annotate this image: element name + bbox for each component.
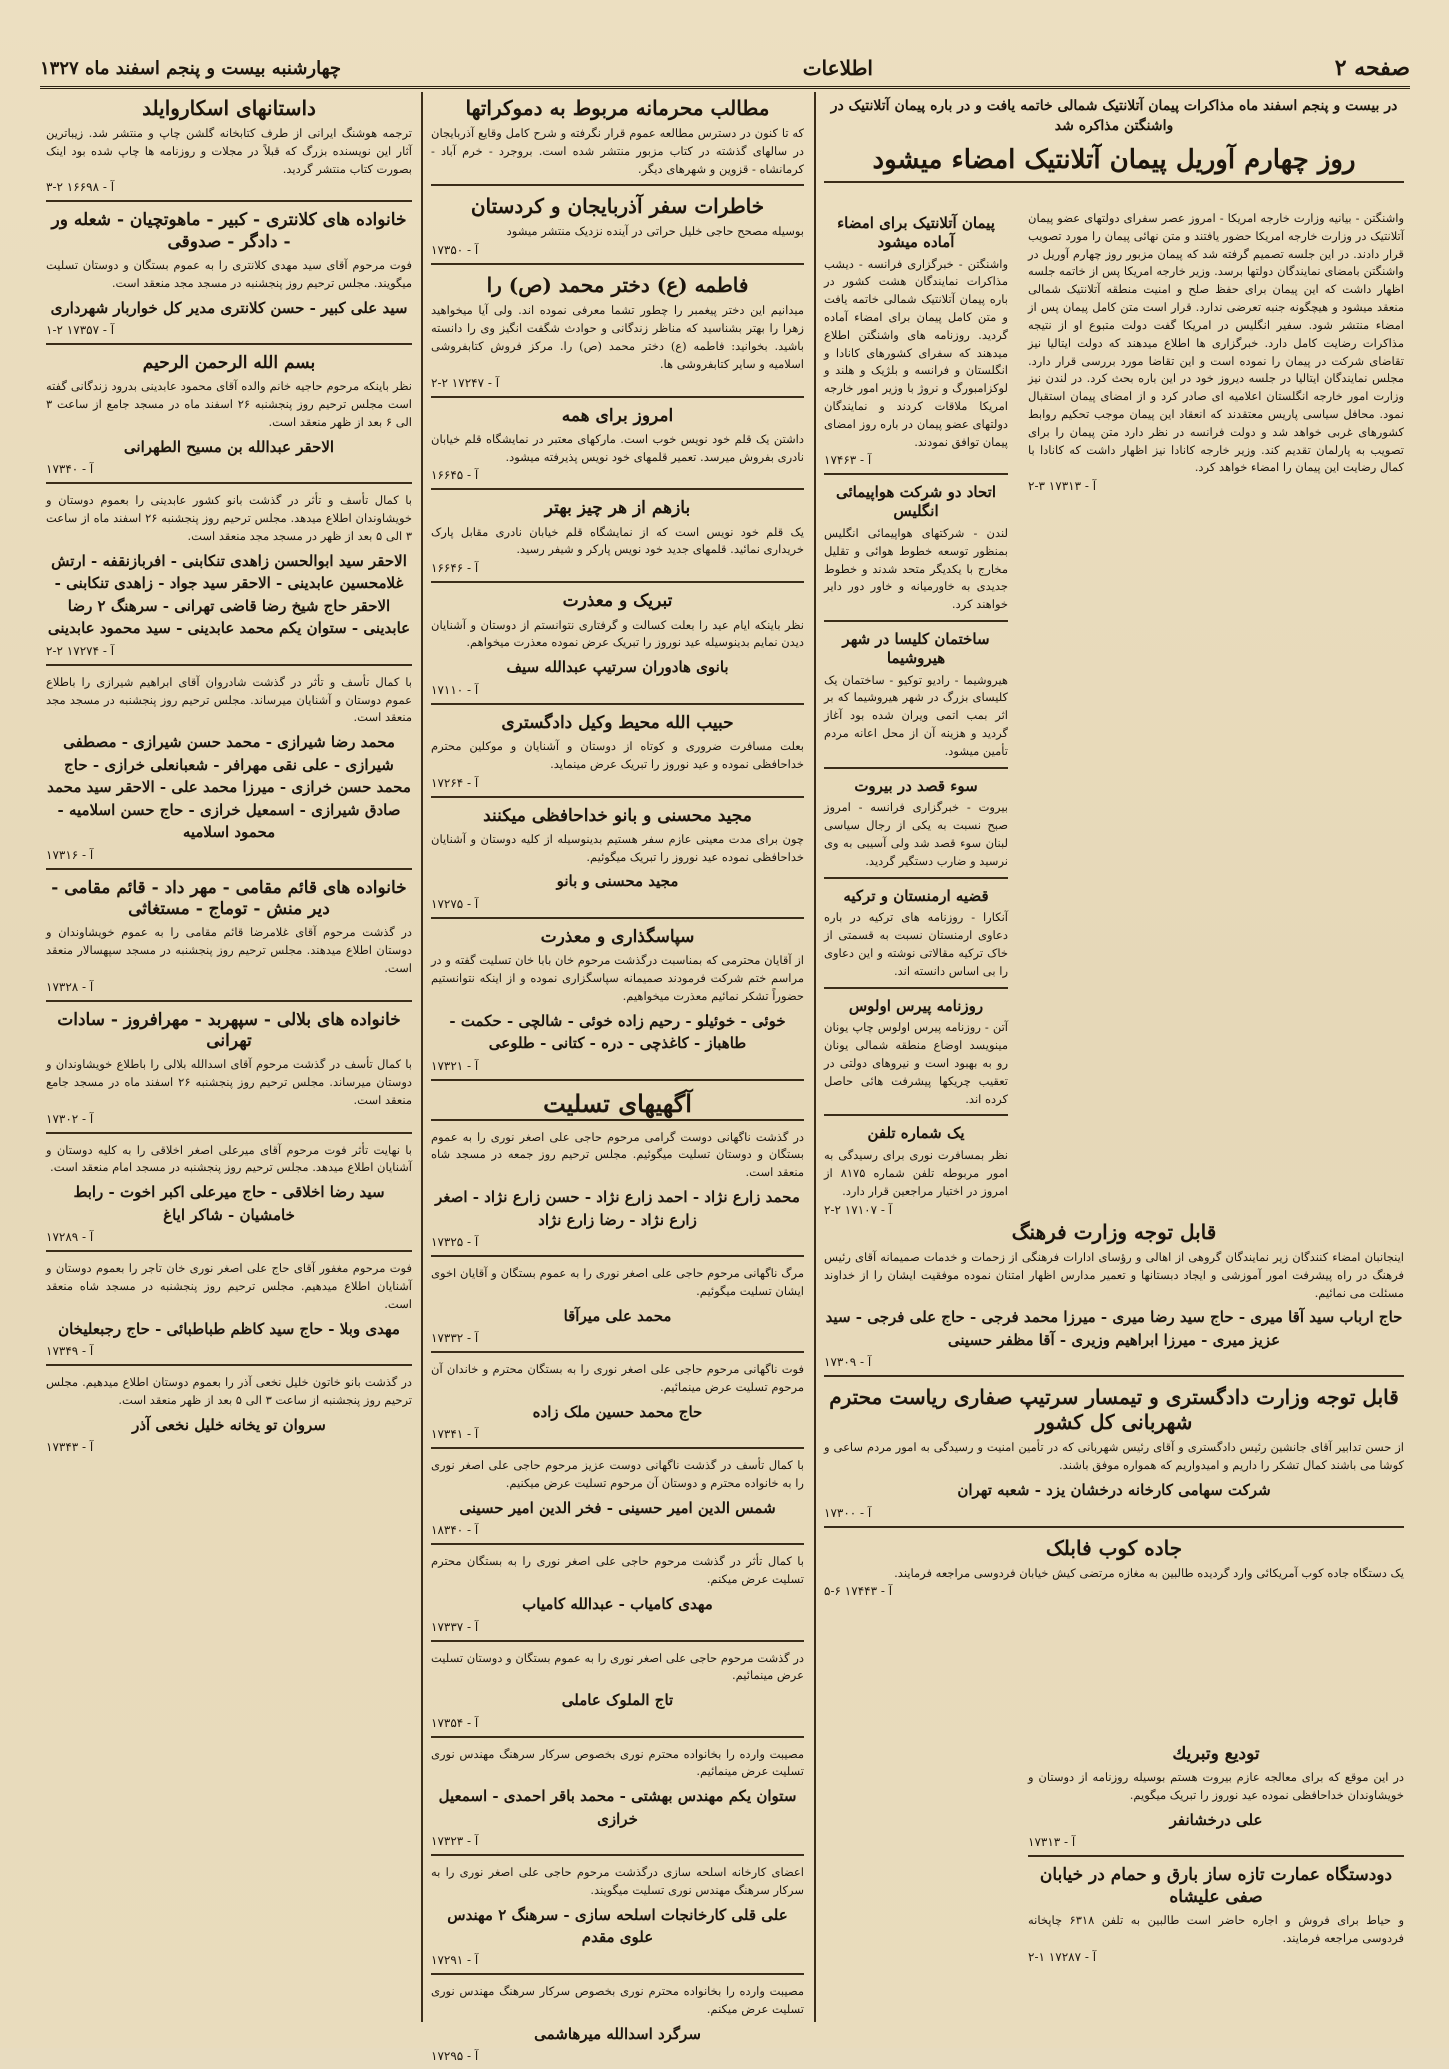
article-headline: مجید محسنی و بانو خداحافظی میکنند [483,805,752,826]
ad-code: آ - ۱۷۱۱۰ [431,682,479,697]
article-headline: بسم الله الرحمن الرحیم [142,353,316,374]
ad-code: آ - ۱۷۳۴۱ [431,1427,479,1442]
signatories: مهدی کامیاب - عبدالله کامیاب [522,1595,713,1613]
obituary-notice [46,353,412,484]
news-brief [824,214,1008,475]
condolence-notice [431,1129,804,1257]
ad-code: آ - ۱۷۳۲۵ [431,1235,479,1249]
lead-banner: در بیست و پنجم اسفند ماه مذاکرات پیمان آتلانتیک شمالی خاتمه یافت و در باره پیمان آتلانتیک در واشنگتن مذاکره شد [830,98,1398,135]
article-body: آنکارا - روزنامه های ترکیه در باره دعاوی ارمنستان نسبت به قسمتی از خاک ترکیه مقالاتی نوشته و این دعاوی را بی اساس دانسته اند. [824,910,1008,978]
signatories: الاحقر سید ابوالحسن زاهدی تنکابنی - افربازنقفه - ارتش غلامحسین عابدینی - الاحقر سید جواد - زاهدی تنکابنی - الاحقر حاج شیخ رضا قاضی تهرانی - سرهنگ ۲ رضا عابدینی - ستوان یکم محمد عابدینی - سید محمود عابدینی [47,551,411,638]
advertisement [431,713,804,798]
main-headline: روز چهارم آوریل پیمان آتلانتیک امضاء میشود [824,141,1404,183]
article-body: مصیبت وارده را بخانواده محترم نوری بخصوص سرکار سرهنگ مهندس نوری تسلیت عرض میکنم. [431,1983,804,2016]
article-body: ترجمه هوشنگ ایرانی از طرف کتابخانه گلشن چاپ و منتشر شد. زیباترین آثار این نویسنده بزرگ که قبلاً در مجلات و روزنامه ها چاپ شده بود اینک بصورت کتاب منتشر گردید. [46,126,412,176]
ad-code: آ - ۱۷۲۸۹ [46,1230,94,1245]
advertisement [431,927,804,1081]
signatories: تاج الملوک عاملی [561,1691,674,1710]
article-body: آتن - روزنامه پیرس اولوس چاپ یونان مینویسد اوضاع منطقه شمالی یونان رو به بهبود است و نیروهای دولتی در تعقیب چریکها پیشرفت هائی حاصل کرده اند. [824,1020,1008,1106]
obituary-notice [46,878,412,1002]
obituary-notice [46,674,412,870]
article-headline: فاطمه (ع) دختر محمد (ص) را [486,273,749,298]
newspaper-name: اطلاعات [802,56,873,80]
signatories: بانوی هادوران سرتیپ عبدالله سیف [506,658,729,677]
column-divider [421,92,423,2022]
article-headline: سوء قصد در بیروت [854,776,978,795]
ad-code: آ - ۱۷۳۴۳ [46,1440,94,1455]
article-headline: اتحاد دو شرکت هواپیمائی انگلیس [835,483,997,521]
article-body: بیروت - خبرگزاری فرانسه - امروز صبح نسبت به یکی از رجال سیاسی لبنان سوء قصد شد ولی آسیبی به وی نرسید و ضارب دستگیر گردید. [824,800,1008,868]
article-headline: امروز برای همه [561,405,674,426]
article-headline: تبریک و معذرت [562,591,673,612]
article-headline: حبیب الله محیط وکیل دادگستری [501,712,734,733]
left-column [40,92,418,2022]
ad-code: آ - ۱۷۳۴۰ [46,462,94,477]
article-body: که تا کنون در دسترس مطالعه عموم قرار نگرفته و شرح کامل وقایع آذربایجان در سالهای گذشته در کتاب مزبور منتشر شده است. بروجرد - خرم آباد - کرمانشاه - قزوین و شهرهای دیگر. [431,126,804,176]
news-brief [824,887,1008,989]
signatories: علی قلی کارخانجات اسلحه سازی - سرهنگ ۲ مهندس علوی مقدم [447,1905,788,1947]
issue-date: چهارشنبه بیست و پنجم اسفند ماه ۱۳۲۷ [40,57,341,79]
ad-code: آ - ۱۷۲۸۷ ۱-۲ [1028,1949,1097,1964]
ad-code: آ - ۱۷۳۵۷ ۲-۱ [46,323,115,338]
page-number: صفحه ۲ [1334,55,1410,81]
article-body: مرگ ناگهانی مرحوم حاجی علی اصغر نوری را به عموم بستگان و آقایان اخوی ایشان تسلیت میگوئیم. [431,1266,804,1298]
obituary-notice [46,1374,412,1460]
article-body: یک قلم خود نویس است که از نمایشگاه قلم خیابان نادری مقابل پارک خریداری نمائید. قلمهای جدید خود نویس پارکر و شیفر رسید. [431,524,804,557]
ad-code: آ - ۱۶۶۴۶ [431,561,479,576]
article-body: در گذشت مرحوم آقای غلامرضا قائم مقامی را به عموم خویشاوندان و دوستان اطلاع میدهند. مجلس ترحیم روز پنجشنبه در مسجد سپهسالار منعقد است. [46,925,412,975]
news-brief [824,1124,1008,1222]
signatories: محمد علی میرآقا [563,1306,672,1325]
small-ads-column [818,1740,1014,2022]
condolence-notice [431,1553,804,1641]
middle-column [425,92,810,2063]
ad-code: آ - ۱۶۶۹۸ ۲-۳ [46,180,115,195]
ad-code: آ - ۱۷۳۳۷ [431,1619,479,1634]
article-body: و حیاط برای فروش و اجاره حاضر است طالبین به تلفن ۶۳۱۸ چاپخانه فردوسی مراجعه فرمایند. [1028,1912,1405,1945]
advertisement [431,806,804,919]
signatories: ستوان یکم مهندس بهشتی - محمد باقر احمدی - اسمعیل خرازی [438,1787,797,1828]
article-body: چون برای مدت معینی عازم سفر هستیم بدینوسیله از کلیه دوستان و آشنایان خداحافظی نموده عید نوروز را تبریک میگوئیم. [431,831,804,864]
article-body: با نهایت تأثر فوت مرحوم آقای میرعلی اصغر اخلاقی را به کلیه دوستان و آشنایان اطلاع میدهد. مجلس ترحیم روز پنجشنبه در مسجد امام منعقد است. [46,1142,412,1175]
article-body: در گذشت ناگهانی دوست گرامی مرحوم حاجی علی اصغر نوری را به عموم بستگان و دوستان تسلیت میگوئیم. مجلس ترحیم روز جمعه در مسجد شاه منعقد است. [431,1129,804,1180]
ad-code: آ - ۱۷۳۲۳ [431,1834,479,1849]
lead-news-header [818,92,1410,210]
article-body: واشنگتن - بیانیه وزارت خارجه امریکا - امروز عصر سفرای دولتهای عضو پیمان آتلانتیک در وزارت خارجه امریکا حضور یافتند و متن نهائی پیمان را مورد تصویب قرار دادند. در این جلسه تصمیم گرفته شد که پیمان مزبور روز چهارم آوریل در واشنگتن بامضای نمایندگان دولتها برسد. وزیر خارجه امریکا پس از خاتمه جلسه اظهار داشت که این پیمان برای حفظ صلح و امنیت منطقه آتلانتیک شمالی منعقد میشود و هیچگونه جنبه تعرضی ندارد. قرار است متن کامل پیمان پس از امضاء منتشر شود. سفیر انگلیس در امریکا گفت دولت متبوع او از نتیجه مذاکرات رضایت کامل دارد. خبرگزاری ها اطلاع میدهند که دولت ایتالیا نیز تقاضای شرکت در پیمان را نموده است و این تقاضا مورد بررسی قرار دارد. مجلس نمایندگان ایتالیا در جلسه دیروز خود در این باره بحث کرد. در لندن نیز وزارت امور خارجه انگلستان اعلامیه ای صادر کرد و از امضای پیمان استقبال نمود. محافل سیاسی پاریس معتقدند که انعقاد این پیمان موجب تحکیم روابط کشورهای غربی خواهد شد و دولت فرانسه در نظر دارد متن پیمان را برای تصویب به پارلمان تقدیم کند. وزیر خارجه کانادا نیز اظهار داشت که کانادا با کمال رضایت این پیمان را امضاء خواهد کرد. [1028,211,1404,475]
condolence-notice [431,1361,804,1449]
signatories: محمد رضا شیرازی - محمد حسن شیرازی - مصطفی شیرازی - علی نقی مهرافر - شعبانعلی خرازی - حاج محمد حسن خرازی - میرزا محمد علی - الاحقر سید محمد صادق شیرازی - اسمعیل خرازی - حاج حسن اسلامیه - محمود اسلامیه [47,733,411,842]
article-body: میدانیم این دختر پیغمبر را چطور تشما معرفی نموده اند. ولی آیا میخواهید زهرا را بهتر بشناسید که مناظر زندگانی و حوادث شگفت انگیز وی را دانسته باشید. بخوانید: فاطمه (ع) دختر محمد (ص) را. مرکز فروش کتابفروشی اسلامیه و سایر کتابفروشی ها. [431,303,804,371]
ad-code: آ - ۱۷۲۴۷ ۲-۲ [431,375,500,390]
ad-code: آ - ۱۷۳۱۳ [1028,1835,1076,1850]
article-headline: خانواده های قائم مقامی - مهر داد - قائم مقامی - دیر منش - توماج - مستغاثی [51,877,407,919]
article-body: با کمال تأسف در گذشت ناگهانی دوست عزیز مرحوم حاجی علی اصغر نوری را به خانواده محترم و دوستان آن مرحوم تسلیت عرض میکنیم. [431,1458,804,1491]
small-ad [1028,1865,1404,1969]
signatories: مجید محسنی و بانو [556,872,679,891]
article-body: داشتن یک قلم خود نویس خوب است. مارکهای معتبر در نمایشگاه قلم خیابان نادری بفروش میرسد. تعمیر قلمهای خود نویس پذیرفته میشود. [431,431,804,464]
obituary-notice [46,96,412,202]
news-brief [824,630,1008,769]
article-headline: مطالب محرمانه مربوط به دموکراتها [465,96,770,120]
ad-code: آ - ۱۶۶۴۵ [431,468,479,483]
signatories: سید علی کبیر - حسن کلانتری مدیر کل خواربار شهرداری [50,298,408,317]
article-body: فوت ناگهانی مرحوم حاجی علی اصغر نوری را به بستگان محترم و خاندان آن مرحوم تسلیت عرض مینمائیم. [431,1362,804,1394]
article-body: واشنگتن - خبرگزاری فرانسه - دیشب مذاکرات نمایندگان هشت کشور در باره پیمان آتلانتیک شمالی خاتمه یافت و متن کامل پیمان برای امضاء آماده گردید. روزنامه های واشنگتن اطلاع میدهند که سفرای کشورهای کانادا و انگلستان و فرانسه و بلژیک و هلند و لوکزامبورگ و نروژ با وزیر امور خارجه امریکا ملاقات کردند و نمایندگان دولتهای عضو پیمان در باره روز امضای پیمان توافق نمودند. [824,256,1008,449]
condolence-notice [431,1746,804,1857]
article-headline: قابل توجه وزارت فرهنگ [1011,1220,1217,1244]
article-body: از حسن تدابیر آقای جانشین رئیس دادگستری و آقای رئیس شهربانی که در تأمین امنیت و رسیدگی به امور مردم ساعی و کوشا می باشند کمال تشکر را داریم و امیدواریم که همواره موفق باشند. [824,1440,1404,1473]
article-body: در گذشت مرحوم حاجی علی اصغر نوری را به عموم بستگان و دوستان تسلیت عرض مینمائیم. [431,1650,804,1683]
obituary-notice [46,1260,412,1366]
advertisement [431,591,804,704]
article-headline: یک شماره تلفن [867,1124,965,1143]
signatories: سرگرد اسدالله میرهاشمی [534,2024,701,2043]
signatories: شرکت سهامی کارخانه درخشان یزد - شعبه تهران [957,1481,1271,1500]
article-headline: قضیه ارمنستان و ترکیه [843,886,989,905]
article-body: مصیبت وارده را بخانواده محترم نوری بخصوص سرکار سرهنگ مهندس نوری تسلیت عرض مینمائیم. [431,1746,804,1779]
article-body: اینجانبان امضاء کنندگان زیر نمایندگان گروهی از اهالی و رؤسای ادارات فرهنگی از زحمات و خدمات صمیمانه آقای رئیس فرهنگ در راه پیشرفت امور آموزشی و ایجاد دبستانها و تعمیر مدارس اظهار امتنان نموده موفقیت ایشان را از خداوند مسئلت می نمائیم. [824,1250,1404,1300]
news-brief [824,483,1008,622]
signatories: حاج محمد حسین ملک زاده [532,1402,703,1421]
masthead [40,50,1410,89]
ad-code: آ - ۱۷۳۴۹ [46,1344,94,1359]
ad-code: آ - ۱۷۳۱۶ [46,847,94,862]
article-body: هیروشیما - رادیو توکیو - ساختمان یک کلیسای بزرگ در شهر هیروشیما که بر اثر بمب اتمی ویران شده بود آغاز گردید و هزینه آن از محل اعانه مردم تأمین میشود. [824,672,1008,758]
article-headline: روزنامه پیرس اولوس [848,996,984,1015]
ad-code: آ - ۱۷۳۵۴ [431,1715,479,1730]
ad-code: آ - ۱۷۴۴۳ ۶-۵ [824,1584,893,1599]
signatories: محمد زارع نژاد - احمد زارع نژاد - حسن زارع نژاد - اصغر زارع نژاد - رضا زارع نژاد [435,1188,800,1229]
article-body: اعضای کارخانه اسلحه سازی درگذشت مرحوم حاجی علی اصغر نوری را به سرکار سرهنگ مهندس نوری تسلیت میگویند. [431,1865,804,1898]
small-ads-column-right [1022,1740,1410,2022]
news-brief [824,777,1008,879]
article-body: با کمال تأسف و تأثر در گذشت شادروان آقای ابراهیم شیرازی را باطلاع عموم دوستان و آشنایان میرساند. مجلس ترحیم روز پنجشنبه در مسجد مجد منعقد است. [46,674,412,725]
condolence-notice [431,1650,804,1738]
advertisement [431,273,804,397]
ad-code: آ - ۱۷۳۳۲ [431,1331,479,1346]
ad-code: آ - ۱۷۱۰۷ ۲-۲ [824,1202,893,1217]
signatories: الاحقر عبدالله بن مسیح الطهرانی [123,437,335,456]
obituary-notice [46,492,412,665]
advertisement [431,406,804,491]
public-notice [824,1385,1404,1527]
lead-article [1028,210,1404,499]
ad-code: آ - ۱۷۲۶۴ [431,775,479,790]
signatories: شمس الدین امیر حسینی - فخر الدین امیر حسینی [459,1498,776,1517]
public-notice [824,1536,1404,1605]
article-body: لندن - شرکتهای هواپیمائی انگلیس بمنظور توسعه خطوط هوائی و تقلیل مخارج با یکدیگر متحد شدند و خطوط جدیدی به خاورمیانه و خاور دور دایر خواهند کرد. [824,525,1008,612]
article-body: یک دستگاه جاده کوب آمریکائی وارد گردیده طالبین به مغازه مرتضی کیش خیابان فردوسی مراجعه فرمایند. [894,1565,1404,1580]
advertisement [431,194,804,265]
article-headline: قابل توجه وزارت دادگستری و تیمسار سرتیپ صفاری ریاست محترم شهربانی کل کشور [829,1385,1399,1435]
article-body: بعلت مسافرت ضروری و کوتاه از دوستان و آشنایان و موکلین محترم خداحافظی نموده و عید نوروز را تبریک عرض مینماید. [431,738,804,771]
article-body: با کمال تأسف در گذشت مرحوم آقای اسدالله بلالی را باطلاع خویشاوندان و دوستان میرساند. مجلس ترحیم روز پنجشنبه ۲۶ اسفند ماه در مسجد جامع منعقد است. [46,1057,412,1107]
notices-column [818,1216,1410,1736]
article-body: نظر باینکه مرحوم حاجیه خانم والده آقای محمود عابدینی بدرود زندگانی گفته است مجلس ترحیم روز پنجشنبه ۲۶ اسفند ماه در مسجد جامع از ساعت ۳ الی ۶ بعد از ظهر منعقد است. [46,379,412,429]
article-body: نظر بمسافرت نوری برای رسیدگی به امور مربوطه تلفن شماره ۸۱۷۵ از امروز در اختیار مراجعین قرار دارد. [824,1148,1008,1198]
condolence-section-header: آگهیهای تسلیت [431,1089,804,1121]
article-headline: سپاسگذاری و معذرت [540,926,695,947]
signatories: حاج ارباب سید آقا میری - حاج سید رضا میری - میرزا محمد فرجی - حاج علی فرجی - سید عزیز میری - میرزا ابراهیم وزیری - آقا مظفر حسینی [825,1308,1403,1349]
ad-code: آ - ۱۷۳۵۰ [431,243,479,258]
obituary-notice [46,1010,412,1134]
ad-code: آ - ۱۷۳۰۲ [46,1111,94,1126]
public-notice [824,1220,1404,1377]
article-headline: خانواده های بلالی - سپهربد - مهرافروز - سادات تهرانی [57,1009,401,1051]
ad-code: آ - ۱۷۲۹۱ [431,1952,479,1967]
condolence-notice [431,1457,804,1545]
news-brief [824,997,1008,1117]
condolence-notice [431,1983,804,2069]
article-headline: دودستگاه عمارت تازه ساز بارق و حمام در خیابان صفی علیشاه [1039,1865,1393,1907]
signatories: علی درخشانفر [1169,1810,1263,1829]
article-body: از آقایان محترمی که بمناسبت درگذشت مرحوم خان بابا خان تسلیت گفته و در مراسم ختم شرکت فرمودند صمیمانه سپاسگزاری نموده و از اینکه نتوانستیم حضوراً تشکر نمائیم معذرت میخواهیم. [431,953,804,1003]
article-headline: ساختمان کلیسا در شهر هیروشیما [842,630,990,667]
condolence-notice [431,1265,804,1353]
article-headline: جاده کوب فابلک [1045,1535,1183,1560]
article-body: در گذشت بانو خاتون خلیل نخعی آذر را بعموم دوستان اطلاع میدهیم. مجلس ترحیم روز پنجشنبه از ساعت ۳ الی ۵ بعد از ظهر منعقد است. [46,1375,412,1407]
ad-code: آ - ۱۷۲۹۵ [431,2049,479,2063]
condolence-notice [431,1864,804,1975]
ad-code: آ - ۱۷۳۰۹ [824,1355,872,1370]
article-body: در این موقع که برای معالجه عازم بیروت هستم بوسیله روزنامه از دوستان و خویشاوندان خداحافظی نموده عید نوروز را تبریک میگویم. [1028,1770,1404,1803]
article-body: فوت مرحوم آقای سید مهدی کلانتری را به عموم بستگان و دوستان تسلیت میگویند. مجلس ترحیم روز پنجشنبه در مسجد مجد منعقد است. [46,257,412,290]
news-briefs-column [818,210,1014,1217]
ad-code: آ - ۱۷۳۰۰ [824,1505,872,1520]
obituary-notice [46,1142,412,1253]
article-headline: خاطرات سفر آذربایجان و کردستان [470,194,765,219]
signatories: مهدی وبلا - حاج سید کاظم طباطبائی - حاج رجبعلیخان [58,1319,400,1338]
article-body: بوسیله مصحح حاجی خلیل حراتی در آینده نزدیک منتشر میشود [506,224,804,239]
article-body: با کمال تأسف و تأثر در گذشت بانو کشور عابدینی را بعموم دوستان و خویشاوندان اطلاع میدهد. مجلس ترحیم روز پنجشنبه ۲۶ اسفند ماه از ساعت ۳ الی ۵ بعد از ظهر در مسجد مجد منعقد است. [46,493,412,543]
article-body: نظر باینکه ایام عید را بعلت کسالت و گرفتاری نتوانستم از دوستان و آشنایان دیدن نمایم بدینوسیله عید نوروز را تبریک عرض نموده معذرت میخواهم. [431,617,804,650]
article-headline: داستانهای اسکاروایلد [142,96,316,120]
article-body: فوت مرحوم مغفور آقای حاج علی اصغر نوری خان تاجر را بعموم دوستان و آشنایان اطلاع میدهیم. مجلس ترحیم روز پنجشنبه در مسجد شاه منعقد است. [46,1261,412,1311]
lead-article-column [1022,210,1410,1210]
ad-code: آ - ۱۷۲۷۴ ۲-۲ [46,643,115,658]
ad-code: آ - ۱۷۴۶۳ [824,453,872,468]
signatories: سید رضا اخلاقی - حاج میرعلی اکبر اخوت - رابط خامشیان - شاکر ایاغ [73,1183,385,1224]
ad-code: آ - ۱۷۳۲۱ [431,1058,479,1073]
article-headline: خانواده های کلانتری - کبیر - ماهوتچیان - شعله ور - دادگر - صدوقی [51,210,407,252]
article-headline: پیمان آتلانتیک برای امضاء آماده میشود [837,214,995,251]
article-headline: بازهم از هر چیز بهتر [544,498,691,519]
signatories: سروان تو یخانه خلیل نخعی آذر [132,1415,326,1434]
signatories: خوئی - خوئیلو - رحیم زاده خوئی - شالچی - حکمت - طاهباز - کاغذچی - دره - کتانی - طلوعی [449,1011,786,1053]
article-headline: توديع وتبريك [1172,1744,1260,1764]
ad-code: آ - ۱۸۳۴۰ [431,1523,479,1538]
advertisement [431,498,804,583]
article-body: با کمال تأثر در گذشت مرحوم حاجی علی اصغر نوری را به بستگان محترم تسلیت عرض میکنم. [431,1554,804,1587]
small-ad [1028,1744,1404,1857]
advertisement [431,96,804,186]
column-divider [814,92,816,2022]
ad-code: آ - ۱۷۲۷۵ [431,896,479,911]
obituary-notice [46,210,412,345]
ad-code: آ - ۱۷۳۲۸ [46,979,94,994]
ad-code: آ - ۱۷۳۱۳ ۳-۲ [1028,479,1097,494]
